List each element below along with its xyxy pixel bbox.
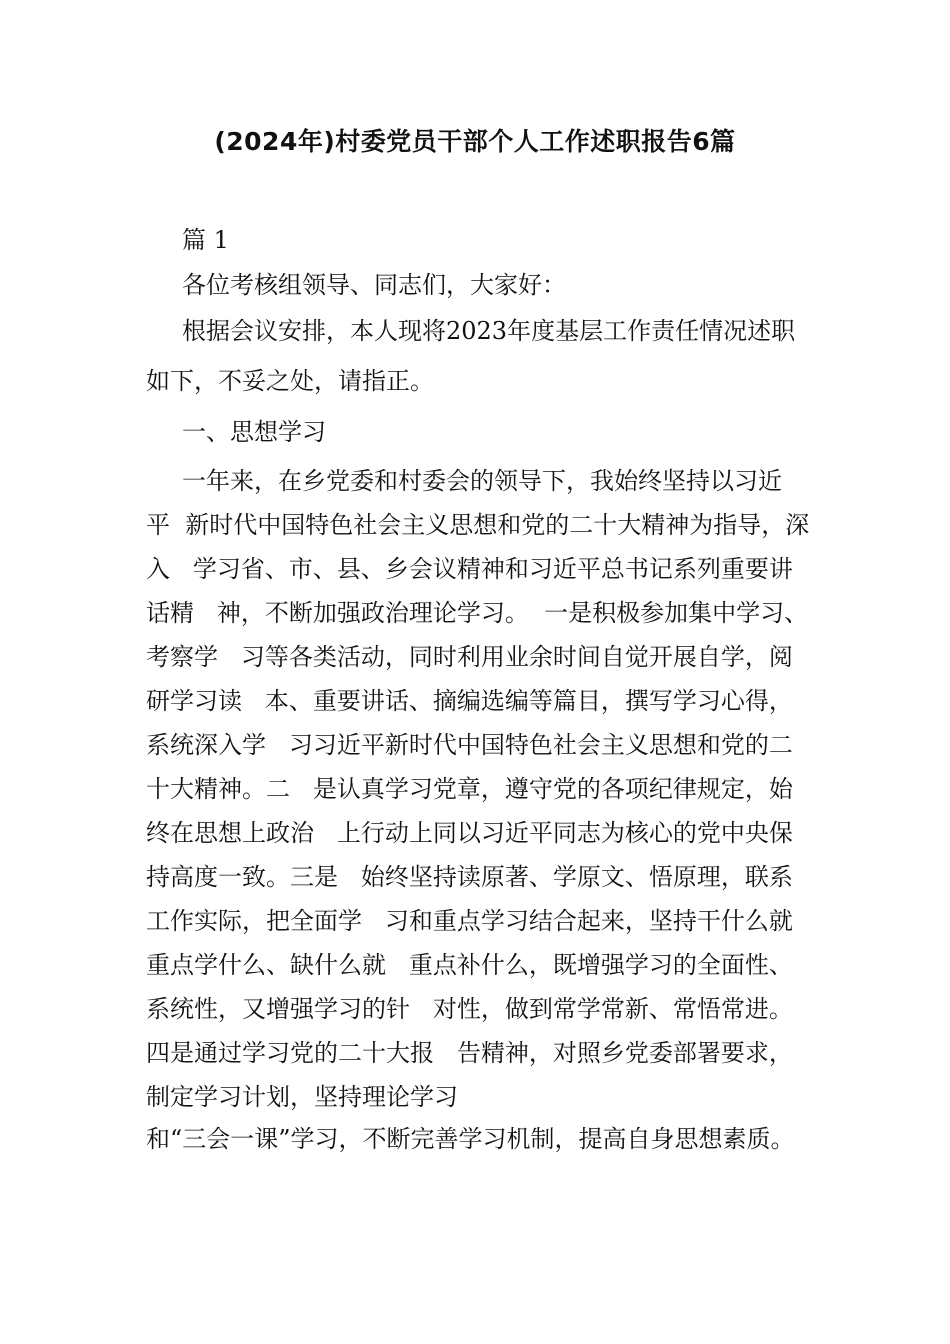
body-line: 入 学习省、市、县、乡会议精神和习近平总书记系列重要讲 [146,555,793,583]
document-title: (2024年)村委党员干部个人工作述职报告6篇 [214,127,736,156]
body-line: 研学习读 本、重要讲话、摘编选编等篇目，撰写学习心得， [146,687,793,715]
body-line: 工作实际，把全面学 习和重点学习结合起来，坚持干什么就 [146,907,793,935]
body-line: 话精 神，不断加强政治理论学习。 一是积极参加集中学习、 [146,599,809,627]
section-heading: 一、思想学习 [182,418,326,446]
greeting-line: 各位考核组领导、同志们，大家好： [182,271,566,299]
body-line: 十大精神。二 是认真学习党章，遵守党的各项纪律规定，始 [146,775,793,803]
body-line: 终在思想上政治 上行动上同以习近平同志为核心的党中央保 [146,819,793,847]
body-line: 系统深入学 习习近平新时代中国特色社会主义思想和党的二 [146,731,793,759]
body-line: 重点学什么、缺什么就 重点补什么，既增强学习的全面性、 [146,951,793,979]
intro-line: 根据会议安排，本人现将2023年度基层工作责任情况述职 [182,317,796,345]
body-line: 一年来，在乡党委和村委会的领导下，我始终坚持以习近 [182,467,782,495]
body-line: 制定学习计划，坚持理论学习 [146,1083,458,1111]
body-line: 四是通过学习党的二十大报 告精神，对照乡党委部署要求， [146,1039,793,1067]
body-line: 持高度一致。三是 始终坚持读原著、学原文、悟原理，联系 [146,863,793,891]
intro-line: 如下，不妥之处，请指正。 [146,367,434,395]
body-line: 和“三会一课”学习，不断完善学习机制，提高自身思想素质。 [146,1125,795,1153]
body-line: 平 新时代中国特色社会主义思想和党的二十大精神为指导，深 [146,511,810,539]
section-label: 篇 1 [182,226,229,254]
body-line: 系统性，又增强学习的针 对性，做到常学常新、常悟常进。 [146,995,793,1023]
body-line: 考察学 习等各类活动，同时利用业余时间自觉开展自学，阅 [146,643,793,671]
